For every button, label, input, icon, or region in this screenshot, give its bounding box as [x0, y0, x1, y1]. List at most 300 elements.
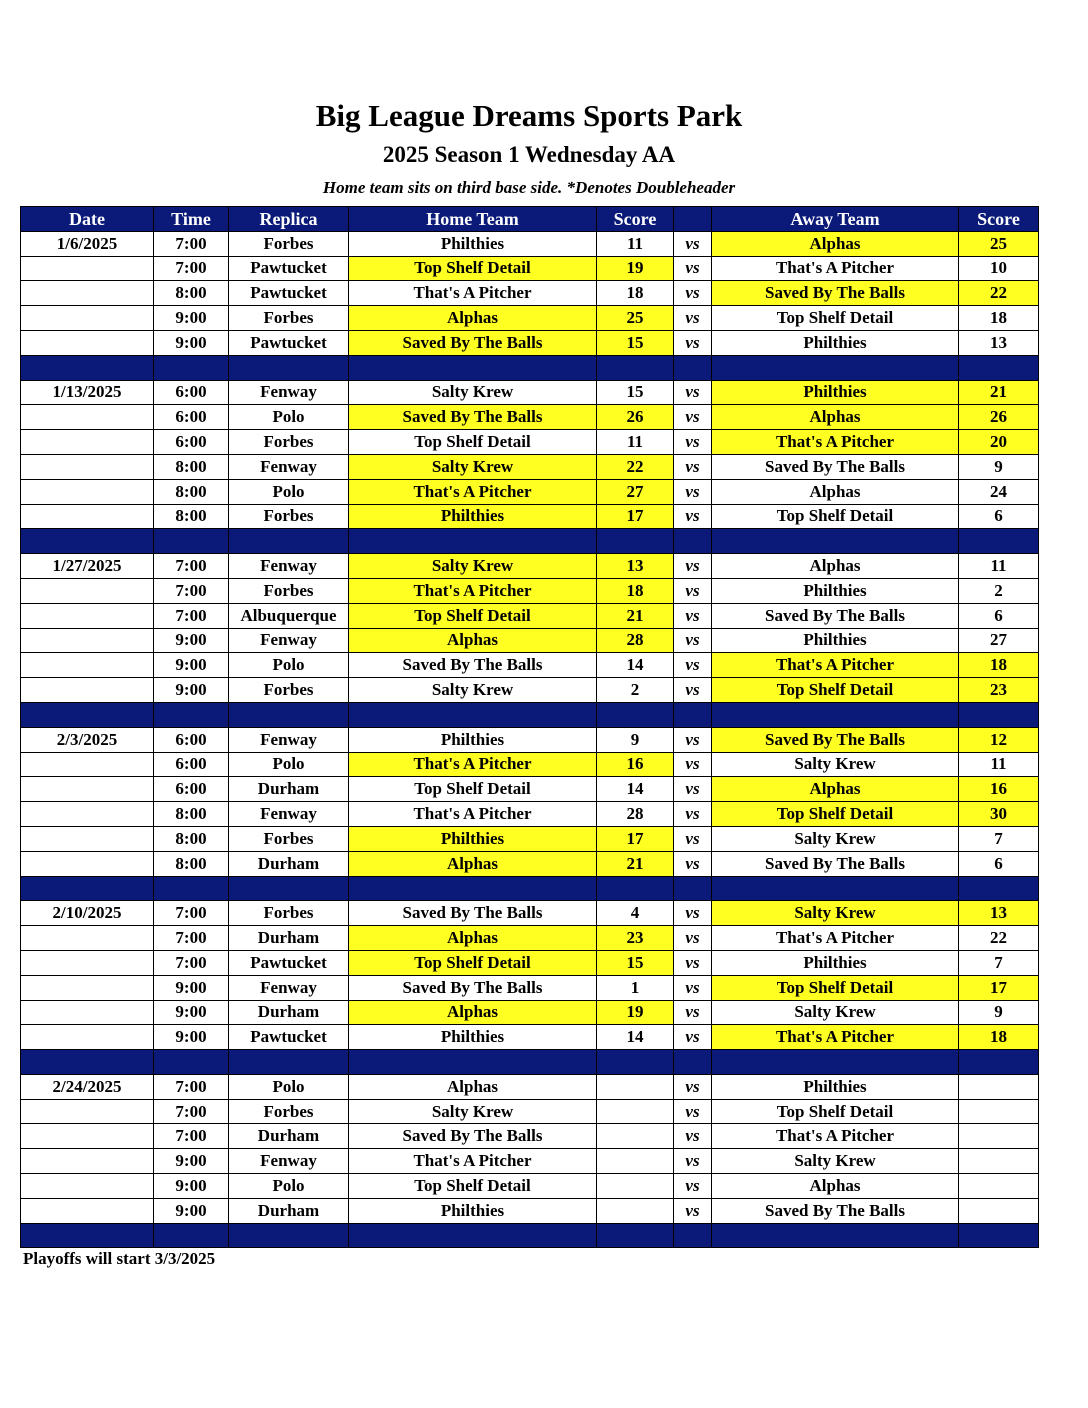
time-cell: 6:00 — [154, 727, 229, 752]
date-cell — [21, 1174, 154, 1199]
home-team-cell: Alphas — [349, 306, 597, 331]
home-score-cell: 13 — [597, 554, 674, 579]
game-row — [21, 802, 1039, 827]
away-team-cell: Top Shelf Detail — [712, 1099, 959, 1124]
away-team-cell: Saved By The Balls — [712, 851, 959, 876]
home-team-cell: Philthies — [349, 826, 597, 851]
away-score-cell: 9 — [959, 454, 1039, 479]
replica-cell: Albuquerque — [229, 603, 349, 628]
away-score-cell — [959, 1149, 1039, 1174]
away-score-cell: 27 — [959, 628, 1039, 653]
time-cell: 9:00 — [154, 1000, 229, 1025]
home-team-cell: That's A Pitcher — [349, 1149, 597, 1174]
home-team-cell: That's A Pitcher — [349, 578, 597, 603]
home-score-cell: 19 — [597, 256, 674, 281]
game-row — [21, 950, 1039, 975]
away-score-cell: 18 — [959, 1025, 1039, 1050]
col-home-score: Score — [597, 207, 674, 232]
vs-cell: vs — [674, 678, 712, 703]
home-team-cell: Saved By The Balls — [349, 975, 597, 1000]
separator-cell — [959, 1050, 1039, 1075]
separator-cell — [21, 1050, 154, 1075]
replica-cell: Durham — [229, 851, 349, 876]
away-team-cell: Philthies — [712, 578, 959, 603]
home-score-cell: 17 — [597, 504, 674, 529]
game-row — [21, 752, 1039, 777]
away-score-cell: 2 — [959, 578, 1039, 603]
separator-cell — [712, 1223, 959, 1248]
game-row — [21, 1149, 1039, 1174]
replica-cell: Polo — [229, 405, 349, 430]
home-team-cell: Philthies — [349, 1198, 597, 1223]
separator-cell — [712, 876, 959, 901]
separator-cell — [712, 1050, 959, 1075]
date-cell — [21, 306, 154, 331]
time-cell: 7:00 — [154, 1099, 229, 1124]
replica-cell: Forbes — [229, 826, 349, 851]
vs-cell: vs — [674, 554, 712, 579]
away-score-cell: 6 — [959, 504, 1039, 529]
time-cell: 9:00 — [154, 653, 229, 678]
away-team-cell: Salty Krew — [712, 826, 959, 851]
col-vs — [674, 207, 712, 232]
home-score-cell: 22 — [597, 454, 674, 479]
separator-cell — [21, 702, 154, 727]
game-row — [21, 628, 1039, 653]
away-team-cell: Top Shelf Detail — [712, 802, 959, 827]
vs-cell: vs — [674, 330, 712, 355]
vs-cell: vs — [674, 653, 712, 678]
date-cell — [21, 1124, 154, 1149]
home-team-cell: That's A Pitcher — [349, 752, 597, 777]
date-cell — [21, 405, 154, 430]
col-time: Time — [154, 207, 229, 232]
game-row — [21, 603, 1039, 628]
replica-cell: Fenway — [229, 554, 349, 579]
separator-cell — [21, 1223, 154, 1248]
replica-cell: Forbes — [229, 1099, 349, 1124]
game-row — [21, 1174, 1039, 1199]
date-cell — [21, 603, 154, 628]
home-score-cell: 16 — [597, 752, 674, 777]
home-score-cell: 28 — [597, 802, 674, 827]
date-cell — [21, 826, 154, 851]
week-separator-row — [21, 1050, 1039, 1075]
away-score-cell — [959, 1074, 1039, 1099]
away-team-cell: Alphas — [712, 231, 959, 256]
away-score-cell — [959, 1124, 1039, 1149]
home-team-cell: Philthies — [349, 1025, 597, 1050]
home-score-cell: 15 — [597, 380, 674, 405]
game-row — [21, 380, 1039, 405]
away-team-cell: Alphas — [712, 554, 959, 579]
away-score-cell: 7 — [959, 950, 1039, 975]
away-team-cell: Salty Krew — [712, 752, 959, 777]
time-cell: 7:00 — [154, 1124, 229, 1149]
vs-cell: vs — [674, 454, 712, 479]
date-cell: 1/6/2025 — [21, 231, 154, 256]
separator-cell — [154, 355, 229, 380]
time-cell: 7:00 — [154, 578, 229, 603]
away-team-cell: Alphas — [712, 777, 959, 802]
vs-cell: vs — [674, 777, 712, 802]
home-score-cell: 17 — [597, 826, 674, 851]
home-score-cell: 23 — [597, 926, 674, 951]
week-separator-row — [21, 876, 1039, 901]
away-score-cell: 21 — [959, 380, 1039, 405]
page-title: Big League Dreams Sports Park — [315, 98, 743, 133]
home-team-cell: Alphas — [349, 1074, 597, 1099]
away-score-cell: 11 — [959, 554, 1039, 579]
separator-cell — [712, 702, 959, 727]
date-cell — [21, 330, 154, 355]
replica-cell: Pawtucket — [229, 256, 349, 281]
away-team-cell: Top Shelf Detail — [712, 306, 959, 331]
home-team-cell: Top Shelf Detail — [349, 950, 597, 975]
home-team-cell: Philthies — [349, 231, 597, 256]
time-cell: 7:00 — [154, 950, 229, 975]
away-team-cell: Alphas — [712, 479, 959, 504]
game-row — [21, 1000, 1039, 1025]
separator-cell — [597, 355, 674, 380]
separator-cell — [154, 876, 229, 901]
away-team-cell: Philthies — [712, 628, 959, 653]
vs-cell: vs — [674, 851, 712, 876]
replica-cell: Polo — [229, 653, 349, 678]
separator-cell — [349, 876, 597, 901]
time-cell: 7:00 — [154, 256, 229, 281]
home-team-cell: Saved By The Balls — [349, 653, 597, 678]
col-away-team: Away Team — [712, 207, 959, 232]
away-score-cell: 6 — [959, 603, 1039, 628]
home-team-cell: Alphas — [349, 851, 597, 876]
replica-cell: Pawtucket — [229, 281, 349, 306]
away-score-cell: 18 — [959, 653, 1039, 678]
home-team-cell: Salty Krew — [349, 678, 597, 703]
home-team-cell: That's A Pitcher — [349, 479, 597, 504]
home-team-cell: Top Shelf Detail — [349, 777, 597, 802]
vs-cell: vs — [674, 603, 712, 628]
home-team-cell: Salty Krew — [349, 554, 597, 579]
away-team-cell: Salty Krew — [712, 1149, 959, 1174]
away-score-cell — [959, 1099, 1039, 1124]
away-team-cell: That's A Pitcher — [712, 1124, 959, 1149]
vs-cell: vs — [674, 1000, 712, 1025]
date-cell: 1/27/2025 — [21, 554, 154, 579]
time-cell: 8:00 — [154, 826, 229, 851]
away-team-cell: That's A Pitcher — [712, 430, 959, 455]
home-team-cell: Alphas — [349, 926, 597, 951]
away-score-cell: 10 — [959, 256, 1039, 281]
separator-cell — [154, 1050, 229, 1075]
home-score-cell — [597, 1124, 674, 1149]
separator-cell — [154, 702, 229, 727]
vs-cell: vs — [674, 628, 712, 653]
separator-cell — [597, 1223, 674, 1248]
home-team-cell: Salty Krew — [349, 380, 597, 405]
home-score-cell: 4 — [597, 901, 674, 926]
home-score-cell — [597, 1099, 674, 1124]
time-cell: 9:00 — [154, 628, 229, 653]
replica-cell: Polo — [229, 752, 349, 777]
replica-cell: Forbes — [229, 430, 349, 455]
away-team-cell: That's A Pitcher — [712, 926, 959, 951]
time-cell: 7:00 — [154, 603, 229, 628]
date-cell — [21, 851, 154, 876]
away-score-cell: 24 — [959, 479, 1039, 504]
game-row — [21, 306, 1039, 331]
game-row — [21, 281, 1039, 306]
away-score-cell — [959, 1198, 1039, 1223]
game-row — [21, 1025, 1039, 1050]
time-cell: 9:00 — [154, 330, 229, 355]
separator-cell — [349, 702, 597, 727]
away-score-cell: 6 — [959, 851, 1039, 876]
away-score-cell: 22 — [959, 281, 1039, 306]
time-cell: 6:00 — [154, 752, 229, 777]
home-score-cell: 18 — [597, 281, 674, 306]
time-cell: 9:00 — [154, 1198, 229, 1223]
game-row — [21, 851, 1039, 876]
col-date: Date — [21, 207, 154, 232]
game-row — [21, 578, 1039, 603]
home-score-cell: 9 — [597, 727, 674, 752]
date-cell — [21, 653, 154, 678]
separator-cell — [229, 876, 349, 901]
separator-cell — [21, 876, 154, 901]
date-cell — [21, 1149, 154, 1174]
game-row — [21, 330, 1039, 355]
vs-cell: vs — [674, 281, 712, 306]
game-row — [21, 504, 1039, 529]
replica-cell: Fenway — [229, 628, 349, 653]
date-cell: 2/10/2025 — [21, 901, 154, 926]
home-score-cell: 28 — [597, 628, 674, 653]
home-team-cell: Philthies — [349, 504, 597, 529]
game-row — [21, 975, 1039, 1000]
home-team-cell: Saved By The Balls — [349, 405, 597, 430]
home-team-cell: Salty Krew — [349, 454, 597, 479]
date-cell — [21, 479, 154, 504]
game-row — [21, 554, 1039, 579]
game-row — [21, 826, 1039, 851]
time-cell: 7:00 — [154, 554, 229, 579]
replica-cell: Forbes — [229, 578, 349, 603]
replica-cell: Polo — [229, 479, 349, 504]
separator-cell — [674, 1223, 712, 1248]
date-cell — [21, 628, 154, 653]
separator-cell — [597, 702, 674, 727]
home-score-cell: 27 — [597, 479, 674, 504]
away-team-cell: Saved By The Balls — [712, 1198, 959, 1223]
home-score-cell: 21 — [597, 851, 674, 876]
time-cell: 9:00 — [154, 1174, 229, 1199]
away-team-cell: That's A Pitcher — [712, 1025, 959, 1050]
away-score-cell: 16 — [959, 777, 1039, 802]
date-cell: 2/24/2025 — [21, 1074, 154, 1099]
away-score-cell: 26 — [959, 405, 1039, 430]
away-team-cell: Saved By The Balls — [712, 727, 959, 752]
away-team-cell: Alphas — [712, 405, 959, 430]
separator-cell — [712, 355, 959, 380]
game-row — [21, 653, 1039, 678]
home-team-cell: That's A Pitcher — [349, 802, 597, 827]
vs-cell: vs — [674, 1198, 712, 1223]
replica-cell: Pawtucket — [229, 330, 349, 355]
home-score-cell: 11 — [597, 430, 674, 455]
time-cell: 6:00 — [154, 380, 229, 405]
game-row — [21, 777, 1039, 802]
week-separator-row — [21, 529, 1039, 554]
replica-cell: Forbes — [229, 678, 349, 703]
date-cell — [21, 802, 154, 827]
date-cell — [21, 1025, 154, 1050]
replica-cell: Polo — [229, 1074, 349, 1099]
separator-cell — [229, 702, 349, 727]
vs-cell: vs — [674, 1074, 712, 1099]
vs-cell: vs — [674, 578, 712, 603]
home-score-cell: 2 — [597, 678, 674, 703]
replica-cell: Forbes — [229, 306, 349, 331]
time-cell: 7:00 — [154, 926, 229, 951]
time-cell: 9:00 — [154, 975, 229, 1000]
date-cell — [21, 777, 154, 802]
game-row — [21, 231, 1039, 256]
game-row — [21, 454, 1039, 479]
separator-cell — [349, 529, 597, 554]
page-subtitle: 2025 Season 1 Wednesday AA — [382, 142, 676, 167]
vs-cell: vs — [674, 1149, 712, 1174]
time-cell: 8:00 — [154, 802, 229, 827]
replica-cell: Fenway — [229, 727, 349, 752]
away-team-cell: Philthies — [712, 380, 959, 405]
home-team-cell: Top Shelf Detail — [349, 603, 597, 628]
separator-cell — [349, 1050, 597, 1075]
vs-cell: vs — [674, 1025, 712, 1050]
vs-cell: vs — [674, 802, 712, 827]
vs-cell: vs — [674, 256, 712, 281]
header-row — [21, 207, 1039, 232]
separator-cell — [674, 1050, 712, 1075]
time-cell: 8:00 — [154, 454, 229, 479]
date-cell — [21, 1000, 154, 1025]
home-score-cell: 14 — [597, 777, 674, 802]
separator-cell — [959, 702, 1039, 727]
home-score-cell: 18 — [597, 578, 674, 603]
time-cell: 9:00 — [154, 1149, 229, 1174]
date-cell — [21, 578, 154, 603]
home-team-cell: Philthies — [349, 727, 597, 752]
separator-cell — [674, 702, 712, 727]
away-team-cell: Saved By The Balls — [712, 281, 959, 306]
separator-cell — [674, 876, 712, 901]
separator-cell — [229, 355, 349, 380]
separator-cell — [959, 529, 1039, 554]
separator-cell — [597, 876, 674, 901]
home-team-cell: That's A Pitcher — [349, 281, 597, 306]
home-score-cell: 26 — [597, 405, 674, 430]
date-cell — [21, 504, 154, 529]
date-cell: 1/13/2025 — [21, 380, 154, 405]
separator-cell — [674, 355, 712, 380]
replica-cell: Durham — [229, 1198, 349, 1223]
separator-cell — [229, 1223, 349, 1248]
home-team-cell: Saved By The Balls — [349, 901, 597, 926]
vs-cell: vs — [674, 1124, 712, 1149]
away-score-cell: 7 — [959, 826, 1039, 851]
vs-cell: vs — [674, 479, 712, 504]
separator-cell — [597, 529, 674, 554]
separator-cell — [154, 1223, 229, 1248]
separator-cell — [349, 1223, 597, 1248]
home-score-cell: 19 — [597, 1000, 674, 1025]
home-score-cell — [597, 1074, 674, 1099]
time-cell: 7:00 — [154, 231, 229, 256]
home-score-cell: 14 — [597, 1025, 674, 1050]
vs-cell: vs — [674, 306, 712, 331]
date-cell — [21, 281, 154, 306]
game-row — [21, 926, 1039, 951]
replica-cell: Durham — [229, 777, 349, 802]
home-team-cell: Top Shelf Detail — [349, 430, 597, 455]
time-cell: 6:00 — [154, 405, 229, 430]
away-score-cell: 25 — [959, 231, 1039, 256]
vs-cell: vs — [674, 1099, 712, 1124]
date-cell — [21, 430, 154, 455]
home-team-cell: Alphas — [349, 628, 597, 653]
away-team-cell: Top Shelf Detail — [712, 504, 959, 529]
home-score-cell: 15 — [597, 330, 674, 355]
replica-cell: Forbes — [229, 901, 349, 926]
away-team-cell: Top Shelf Detail — [712, 678, 959, 703]
replica-cell: Fenway — [229, 1149, 349, 1174]
away-score-cell: 17 — [959, 975, 1039, 1000]
away-team-cell: That's A Pitcher — [712, 256, 959, 281]
vs-cell: vs — [674, 752, 712, 777]
home-score-cell: 15 — [597, 950, 674, 975]
time-cell: 8:00 — [154, 851, 229, 876]
date-cell — [21, 926, 154, 951]
vs-cell: vs — [674, 405, 712, 430]
away-score-cell: 13 — [959, 901, 1039, 926]
game-row — [21, 256, 1039, 281]
game-row — [21, 1198, 1039, 1223]
week-separator-row — [21, 702, 1039, 727]
vs-cell: vs — [674, 901, 712, 926]
away-team-cell: Saved By The Balls — [712, 603, 959, 628]
replica-cell: Fenway — [229, 802, 349, 827]
vs-cell: vs — [674, 504, 712, 529]
date-cell — [21, 1099, 154, 1124]
replica-cell: Fenway — [229, 975, 349, 1000]
game-row — [21, 901, 1039, 926]
away-team-cell: Philthies — [712, 1074, 959, 1099]
home-team-cell: Saved By The Balls — [349, 1124, 597, 1149]
vs-cell: vs — [674, 231, 712, 256]
home-team-cell: Top Shelf Detail — [349, 1174, 597, 1199]
home-team-cell: Salty Krew — [349, 1099, 597, 1124]
replica-cell: Polo — [229, 1174, 349, 1199]
separator-cell — [229, 529, 349, 554]
date-cell — [21, 975, 154, 1000]
schedule-table — [20, 206, 1039, 1248]
replica-cell: Fenway — [229, 454, 349, 479]
date-cell — [21, 256, 154, 281]
game-row — [21, 727, 1039, 752]
date-cell: 2/3/2025 — [21, 727, 154, 752]
replica-cell: Durham — [229, 1000, 349, 1025]
separator-cell — [674, 529, 712, 554]
